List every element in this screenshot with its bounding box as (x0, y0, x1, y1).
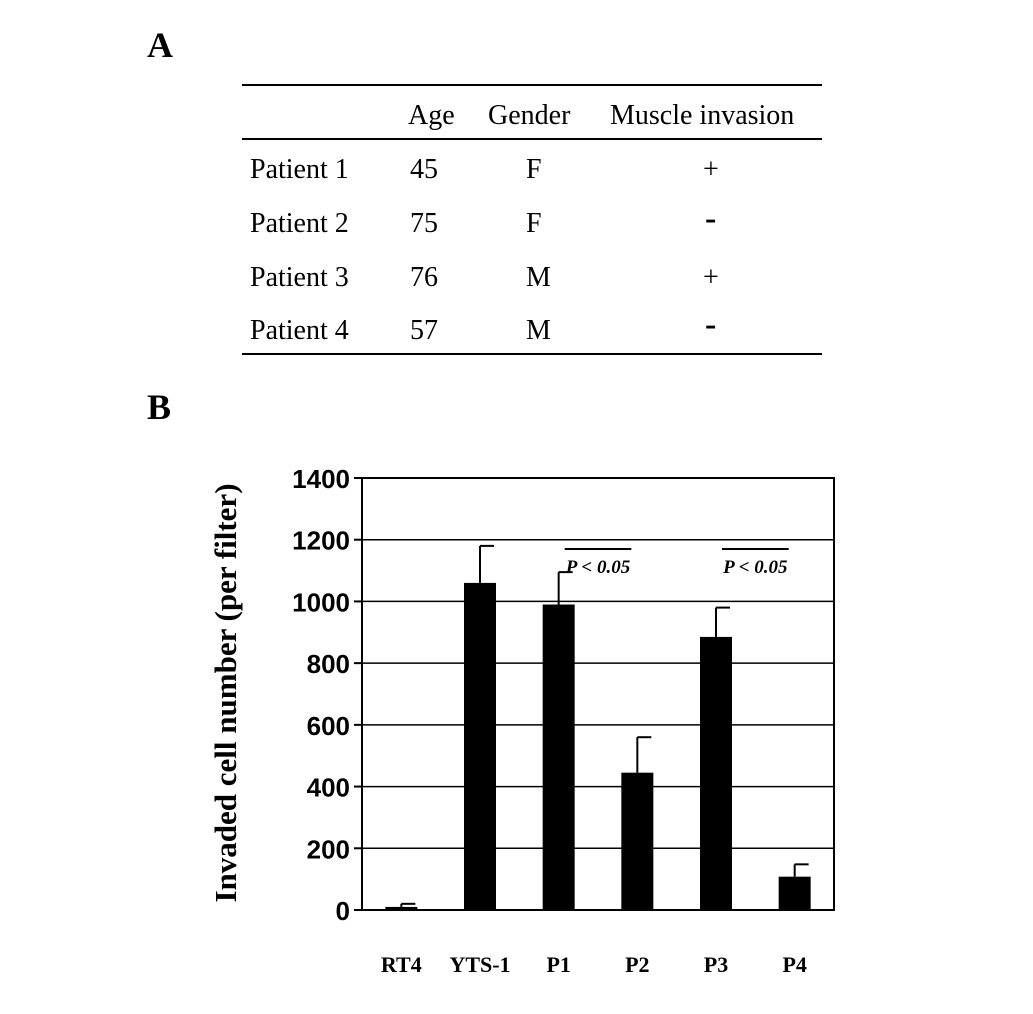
y-tick-label: 0 (335, 896, 350, 926)
panel-label-a: A (147, 25, 173, 65)
bar (621, 773, 653, 910)
table-cell-age-1: 45 (410, 154, 438, 185)
table-cell-age-3: 76 (410, 262, 438, 293)
table-cell-invasion-4: - (705, 306, 717, 343)
y-tick-label: 1400 (292, 464, 350, 494)
table-cell-invasion-1: + (703, 154, 719, 185)
table-cell-gender-3: M (526, 262, 551, 293)
bar (543, 605, 575, 910)
x-tick-label: RT4 (380, 952, 422, 977)
y-tick-label: 400 (306, 772, 350, 803)
table-header-age: Age (408, 100, 455, 131)
table-cell-age-2: 75 (410, 208, 438, 239)
table-header-muscle-invasion: Muscle invasion (610, 100, 795, 131)
y-tick-label: 800 (306, 649, 350, 680)
significance-label: P < 0.05 (565, 556, 631, 578)
bar (464, 583, 496, 910)
plot-frame (362, 478, 834, 910)
bar (700, 637, 732, 910)
x-tick-label: P4 (782, 952, 807, 977)
table-cell-patient-2: Patient 2 (250, 208, 349, 239)
table-cell-gender-2: F (526, 208, 542, 239)
x-tick-label: P1 (546, 952, 571, 977)
table-cell-invasion-3: + (703, 262, 719, 293)
x-tick-label: YTS-1 (449, 952, 511, 977)
y-tick-label: 200 (306, 834, 350, 865)
table-cell-gender-1: F (526, 154, 542, 185)
table-cell-patient-1: Patient 1 (250, 154, 349, 185)
table-header-gender: Gender (488, 100, 571, 131)
table-cell-gender-4: M (526, 315, 551, 346)
x-tick-label: P3 (703, 952, 729, 977)
x-tick-label: P2 (625, 952, 650, 977)
table-cell-patient-3: Patient 3 (250, 262, 349, 293)
y-tick-label: 1000 (292, 587, 350, 618)
bar (779, 877, 811, 910)
table-cell-age-4: 57 (410, 315, 438, 346)
table-cell-invasion-2: - (705, 200, 717, 237)
y-tick-label: 1200 (292, 525, 350, 556)
significance-label: P < 0.05 (723, 556, 788, 578)
y-tick-label: 600 (306, 710, 350, 741)
panel-label-b: B (147, 387, 172, 427)
y-axis-title: Invaded cell number (per filter) (208, 483, 243, 903)
table-cell-patient-4: Patient 4 (250, 315, 349, 346)
